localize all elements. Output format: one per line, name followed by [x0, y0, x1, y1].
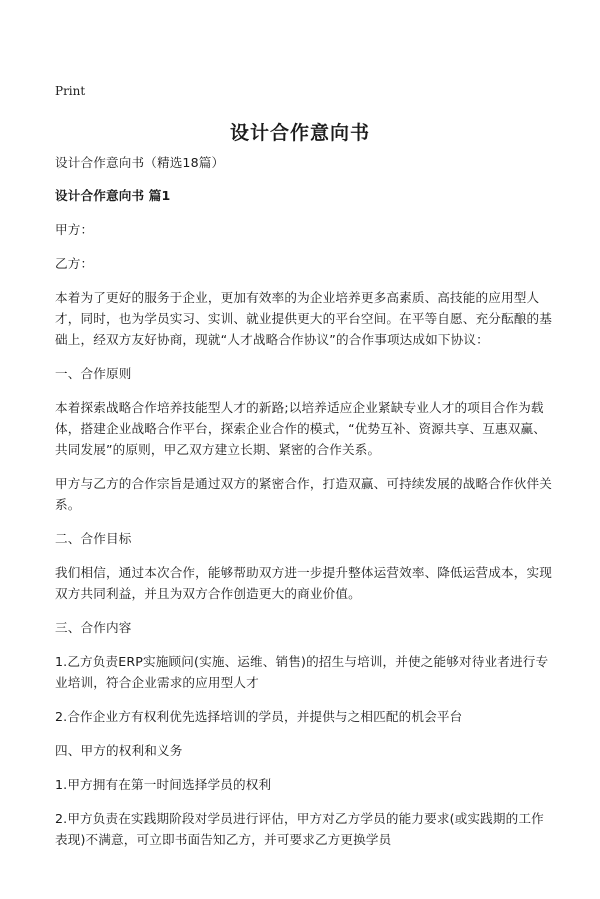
document-subtitle: 设计合作意向书（精选18篇）	[55, 155, 225, 170]
party-b-line: 乙方：	[55, 256, 94, 271]
paragraph-rights-2: 2.甲方负责在实践期阶段对学员进行评估，甲方对乙方学员的能力要求(或实践期的工作表现)不满意，可立即书面告知乙方，并可要求乙方更换学员	[55, 811, 544, 847]
heading-goals: 二、合作目标	[55, 531, 132, 546]
section-title: 设计合作意向书 篇1	[55, 188, 171, 203]
document-title: 设计合作意向书	[229, 122, 370, 144]
print-link[interactable]: Print	[55, 84, 86, 98]
heading-party-a-rights: 四、甲方的权利和义务	[55, 743, 183, 758]
heading-principles: 一、合作原则	[55, 366, 132, 381]
intro-paragraph: 本着为了更好的服务于企业，更加有效率的为企业培养更多高素质、高技能的应用型人才，同时，也为学员实习、实训、就业提供更大的平台空间。在平等自愿、充分酝酿的基础上，经双方友好协商，现就“人才战略合作协议”的合作事项达成如下协议：	[55, 290, 553, 347]
paragraph-content-2: 2.合作企业方有权利优先选择培训的学员，并提供与之相匹配的机会平台	[55, 709, 463, 724]
paragraph-goals: 我们相信，通过本次合作，能够帮助双方进一步提升整体运营效率、降低运营成本，实现双方共同利益，并且为双方合作创造更大的商业价值。	[55, 565, 553, 601]
paragraph-principles-2: 甲方与乙方的合作宗旨是通过双方的紧密合作，打造双赢、可持续发展的战略合作伙伴关系。	[55, 476, 553, 512]
heading-content: 三、合作内容	[55, 620, 132, 635]
party-a-line: 甲方：	[55, 222, 94, 237]
paragraph-rights-1: 1.甲方拥有在第一时间选择学员的权利	[55, 777, 272, 792]
paragraph-content-1: 1.乙方负责ERP实施顾问(实施、运维、销售)的招生与培训，并使之能够对待业者进行专业培训，符合企业需求的应用型人才	[55, 654, 549, 690]
document-body	[55, 152, 553, 850]
paragraph-principles-1: 本着探索战略合作培养技能型人才的新路;以培养适应企业紧缺专业人才的项目合作为载体，搭建企业战略合作平台，探索企业合作的模式，“优势互补、资源共享、互惠双赢、共同发展”的原则，甲乙双方建立长期、紧密的合作关系。	[55, 400, 546, 457]
